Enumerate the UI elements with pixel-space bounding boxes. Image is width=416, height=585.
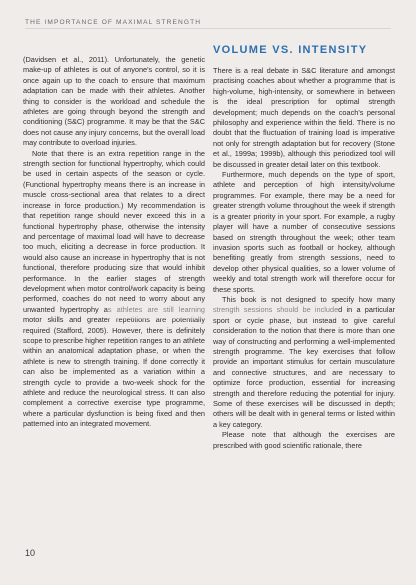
paragraph: This book is not designed to specify how many strength sessions should be included in a particular sport or cycle phase, but instead to give careful consideration to the notion that there is more than one way of constructing and performing a well-implemented strength programme. The key exercises that follow provide an important stimulus for certain musculature and connective structures, and are necessary to optimize force production, essential for increasing strength and therefore reducing the potential for injury. Some of these exercises will be discussed in depth; others will be dealt with in general terms or listed within a key category. [213,294,395,429]
page-number: 10 [25,548,36,558]
paragraph: There is a real debate in S&C literature and amongst practising coaches about whether a programme that is high-volume, high-intensity, or somewhere in between is the ideal prescription for optimal strength development; much depends on the coach's personal philosophy and experience within the field. There is no doubt that the fluctuation of training load is imperative not only for strength adaptation but for recovery (Stone et al., 1999a; 1999b), although this periodized tool will be discussed in greater detail later on this textbook. [213,66,395,169]
paragraph: Note that there is an extra repetition range in the strength section for functional hypertrophy, which could be used in certain aspects of the season or cycle. (Functional hypertrophy means there is an increase in muscle cross-sectional area that relates to a direct increase in force production.) My recommendation is that repetition range should never exceed this in a functional hypertrophy phase, otherwise the intensity and percentage of maximal load will have to decrease too much, eliciting a decrease in force production. It would also cause an increase in hypertrophy that is not functional, therefore producing size that would inhibit performance. In the earlier stages of strength development when motor control/work capacity is being performed, coaches do not need to worry about any unwanted hypertrophy as athletes are still learning motor skills and greater repetitions are potentially required (Stafford, 2005). However, there is definitely scope to prescribe higher repetition ranges to an athlete within an anatomical adaptation phase, or when the athlete is new to strength training. If done correctly it can also be implemented as a variation within a strength cycle to provide a two-week shock for the athlete and reduce the neurological stress. It can also complement a corrective exercise type programme, where a particular dysfunction is being fixed and then patterned into an integrated movement. [23,148,205,429]
left-column [23,55,205,430]
paragraph: Please note that although the exercises are prescribed with good scientific rationale, there [213,430,395,450]
right-column [213,66,395,451]
running-head: THE IMPORTANCE OF MAXIMAL STRENGTH [25,19,391,29]
paragraph: (Davidsen et al., 2011). Unfortunately, the genetic make-up of athletes is out of anyone's control, so it is once again up to the coach to ensure that maximum adaptation can be made with their athletes. Another thing to consider is the workload and schedule the athletes are going through beyond the strength and conditioning (S&C) programme. It may be that the S&C does not cause any injury concerns, but the overall load may contribute to overload injuries. [23,55,205,148]
paragraph: Furthermore, much depends on the type of sport, athlete and perception of high intensity/volume programmes. For example, there may be a need for greater strength volume throughout the week if strength is a greater priority in your sport. For example, a rugby player will have a number of consecutive sessions based on strength throughout the week; other team invasion sports such as football or hockey, although benefiting greatly from strength sessions, need to develop other physical qualities, so a lower volume of weekly and total strength work will therefore occur for these sports. [213,170,395,294]
section-heading: VOLUME VS. INTENSITY [213,44,368,56]
